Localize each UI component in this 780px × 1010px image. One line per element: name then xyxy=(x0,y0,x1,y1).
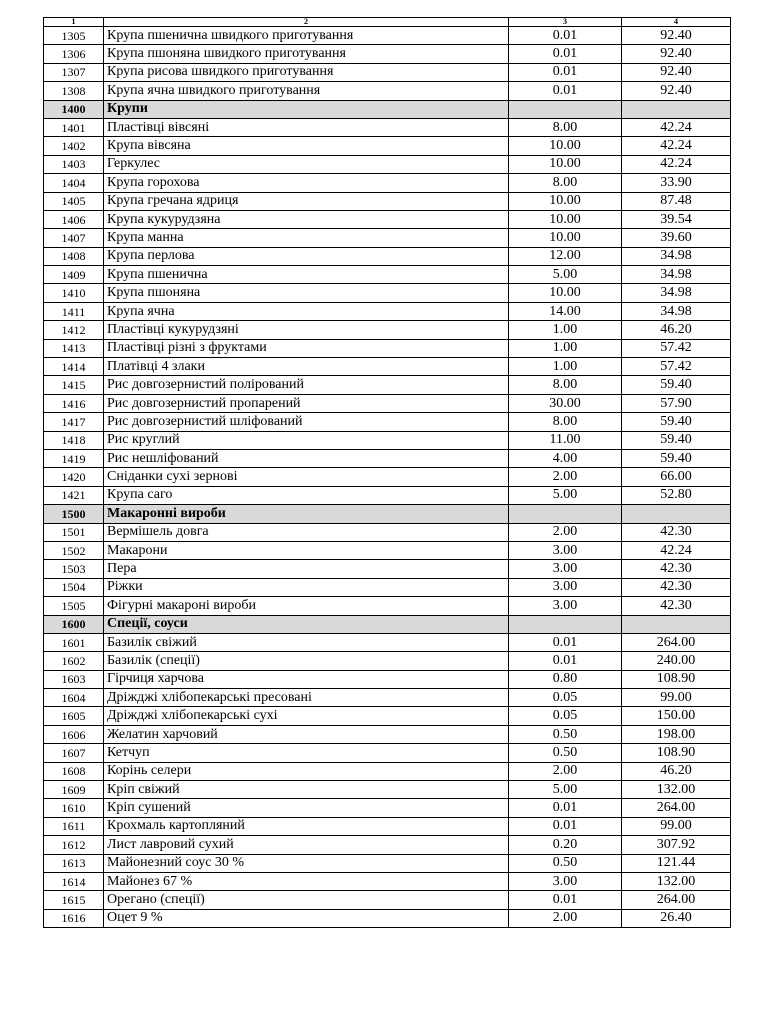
item-name: Дріжджі хлібопекарські пресовані xyxy=(104,689,509,707)
item-name: Крупа горохова xyxy=(104,174,509,192)
item-quantity: 3.00 xyxy=(509,560,622,578)
item-name: Майонезний соус 30 % xyxy=(104,854,509,872)
item-name: Рис нешліфований xyxy=(104,449,509,467)
item-code: 1605 xyxy=(44,707,104,725)
table-row xyxy=(44,192,731,210)
item-quantity: 0.01 xyxy=(509,652,622,670)
item-name: Пластівці вівсяні xyxy=(104,118,509,136)
table-row xyxy=(44,449,731,467)
item-name: Крупа гречана ядриця xyxy=(104,192,509,210)
item-name: Рис довгозернистий пропарений xyxy=(104,394,509,412)
item-name: Желатин харчовий xyxy=(104,725,509,743)
table-row xyxy=(44,45,731,63)
item-name: Базилік (спеції) xyxy=(104,652,509,670)
item-code: 1403 xyxy=(44,155,104,173)
item-price: 42.24 xyxy=(622,155,731,173)
item-code: 1613 xyxy=(44,854,104,872)
item-quantity xyxy=(509,100,622,118)
item-price: 66.00 xyxy=(622,468,731,486)
item-price: 34.98 xyxy=(622,266,731,284)
item-price: 150.00 xyxy=(622,707,731,725)
item-quantity: 0.80 xyxy=(509,670,622,688)
item-price: 42.30 xyxy=(622,597,731,615)
item-quantity: 14.00 xyxy=(509,302,622,320)
section-header-row xyxy=(44,100,731,118)
table-row xyxy=(44,891,731,909)
item-name: Майонез 67 % xyxy=(104,872,509,890)
table-row xyxy=(44,229,731,247)
item-quantity: 5.00 xyxy=(509,781,622,799)
table-row xyxy=(44,781,731,799)
table-row xyxy=(44,266,731,284)
item-name: Рис довгозернистий полірований xyxy=(104,376,509,394)
item-quantity: 0.01 xyxy=(509,45,622,63)
item-name: Пластівці кукурудзяні xyxy=(104,321,509,339)
item-price: 42.24 xyxy=(622,137,731,155)
item-code: 1600 xyxy=(44,615,104,633)
table-row xyxy=(44,578,731,596)
table-row xyxy=(44,413,731,431)
item-price xyxy=(622,505,731,523)
item-price: 57.42 xyxy=(622,339,731,357)
item-quantity: 0.01 xyxy=(509,799,622,817)
item-name: Дріжджі хлібопекарські сухі xyxy=(104,707,509,725)
item-price: 99.00 xyxy=(622,817,731,835)
item-price: 92.40 xyxy=(622,63,731,81)
item-price: 46.20 xyxy=(622,321,731,339)
item-quantity: 5.00 xyxy=(509,266,622,284)
item-price: 121.44 xyxy=(622,854,731,872)
item-price: 46.20 xyxy=(622,762,731,780)
table-row xyxy=(44,541,731,559)
item-code: 1307 xyxy=(44,63,104,81)
table-row xyxy=(44,302,731,320)
item-price: 39.54 xyxy=(622,210,731,228)
item-price: 39.60 xyxy=(622,229,731,247)
table-row xyxy=(44,155,731,173)
table-row xyxy=(44,486,731,504)
item-quantity xyxy=(509,615,622,633)
item-quantity: 10.00 xyxy=(509,137,622,155)
item-code: 1604 xyxy=(44,689,104,707)
item-quantity: 1.00 xyxy=(509,358,622,376)
item-code: 1615 xyxy=(44,891,104,909)
item-quantity: 8.00 xyxy=(509,413,622,431)
item-price: 264.00 xyxy=(622,799,731,817)
price-table xyxy=(43,17,731,928)
item-quantity: 10.00 xyxy=(509,229,622,247)
item-quantity: 3.00 xyxy=(509,597,622,615)
item-price: 33.90 xyxy=(622,174,731,192)
table-row xyxy=(44,560,731,578)
item-name: Крупа вівсяна xyxy=(104,137,509,155)
table-row xyxy=(44,817,731,835)
item-quantity: 3.00 xyxy=(509,541,622,559)
item-quantity: 0.01 xyxy=(509,817,622,835)
item-quantity: 0.50 xyxy=(509,744,622,762)
table-row xyxy=(44,523,731,541)
item-quantity: 5.00 xyxy=(509,486,622,504)
item-price: 42.30 xyxy=(622,523,731,541)
item-quantity: 10.00 xyxy=(509,192,622,210)
item-name: Крупа пшенична швидкого приготування xyxy=(104,27,509,45)
item-price: 132.00 xyxy=(622,872,731,890)
item-code: 1400 xyxy=(44,100,104,118)
item-price: 59.40 xyxy=(622,431,731,449)
item-name: Крупа рисова швидкого приготування xyxy=(104,63,509,81)
item-code: 1602 xyxy=(44,652,104,670)
table-row xyxy=(44,431,731,449)
item-price: 108.90 xyxy=(622,744,731,762)
table-row xyxy=(44,174,731,192)
column-number-1: 1 xyxy=(44,18,104,27)
item-name: Крупа манна xyxy=(104,229,509,247)
item-name: Сніданки сухі зернові xyxy=(104,468,509,486)
item-quantity: 2.00 xyxy=(509,909,622,927)
table-row xyxy=(44,210,731,228)
item-name: Крупа пшоняна швидкого приготування xyxy=(104,45,509,63)
item-quantity: 0.01 xyxy=(509,27,622,45)
section-header-row xyxy=(44,615,731,633)
item-price: 264.00 xyxy=(622,633,731,651)
item-quantity: 11.00 xyxy=(509,431,622,449)
item-quantity: 2.00 xyxy=(509,523,622,541)
item-price: 42.30 xyxy=(622,578,731,596)
item-code: 1614 xyxy=(44,872,104,890)
item-quantity: 10.00 xyxy=(509,155,622,173)
item-code: 1410 xyxy=(44,284,104,302)
item-code: 1612 xyxy=(44,836,104,854)
item-name: Кріп свіжий xyxy=(104,781,509,799)
item-code: 1502 xyxy=(44,541,104,559)
item-code: 1610 xyxy=(44,799,104,817)
item-code: 1407 xyxy=(44,229,104,247)
item-price: 92.40 xyxy=(622,82,731,100)
item-name: Спеції, соуси xyxy=(104,615,509,633)
item-code: 1500 xyxy=(44,505,104,523)
table-row xyxy=(44,762,731,780)
item-code: 1413 xyxy=(44,339,104,357)
item-name: Ріжки xyxy=(104,578,509,596)
item-price: 42.30 xyxy=(622,560,731,578)
item-quantity: 1.00 xyxy=(509,321,622,339)
item-quantity: 3.00 xyxy=(509,578,622,596)
item-price: 26.40 xyxy=(622,909,731,927)
item-name: Корінь селери xyxy=(104,762,509,780)
item-name: Крупа кукурудзяна xyxy=(104,210,509,228)
item-name: Крохмаль картопляний xyxy=(104,817,509,835)
item-code: 1606 xyxy=(44,725,104,743)
column-number-row xyxy=(44,18,731,27)
item-code: 1601 xyxy=(44,633,104,651)
item-name: Крупа пшоняна xyxy=(104,284,509,302)
table-row xyxy=(44,118,731,136)
item-name: Крупа перлова xyxy=(104,247,509,265)
table-row xyxy=(44,468,731,486)
item-price: 87.48 xyxy=(622,192,731,210)
table-row xyxy=(44,633,731,651)
item-price: 108.90 xyxy=(622,670,731,688)
item-code: 1421 xyxy=(44,486,104,504)
item-name: Рис довгозернистий шліфований xyxy=(104,413,509,431)
item-code: 1409 xyxy=(44,266,104,284)
item-quantity: 0.01 xyxy=(509,891,622,909)
item-name: Гірчиця харчова xyxy=(104,670,509,688)
item-code: 1420 xyxy=(44,468,104,486)
item-name: Крупа ячна xyxy=(104,302,509,320)
item-quantity: 0.01 xyxy=(509,82,622,100)
table-row xyxy=(44,247,731,265)
item-quantity: 0.50 xyxy=(509,854,622,872)
item-price: 34.98 xyxy=(622,247,731,265)
item-code: 1608 xyxy=(44,762,104,780)
column-number-4: 4 xyxy=(622,18,731,27)
item-code: 1411 xyxy=(44,302,104,320)
item-code: 1402 xyxy=(44,137,104,155)
item-name: Кріп сушений xyxy=(104,799,509,817)
table-row xyxy=(44,339,731,357)
table-row xyxy=(44,394,731,412)
item-price: 57.42 xyxy=(622,358,731,376)
item-quantity: 0.50 xyxy=(509,725,622,743)
table-row xyxy=(44,597,731,615)
item-code: 1412 xyxy=(44,321,104,339)
item-name: Платівці 4 злаки xyxy=(104,358,509,376)
item-code: 1308 xyxy=(44,82,104,100)
item-quantity: 4.00 xyxy=(509,449,622,467)
item-code: 1607 xyxy=(44,744,104,762)
item-name: Оцет 9 % xyxy=(104,909,509,927)
item-code: 1603 xyxy=(44,670,104,688)
item-code: 1501 xyxy=(44,523,104,541)
item-quantity: 0.05 xyxy=(509,707,622,725)
item-code: 1416 xyxy=(44,394,104,412)
item-name: Крупа ячна швидкого приготування xyxy=(104,82,509,100)
table-row xyxy=(44,376,731,394)
item-price: 52.80 xyxy=(622,486,731,504)
item-name: Вермішель довга xyxy=(104,523,509,541)
item-name: Геркулес xyxy=(104,155,509,173)
table-row xyxy=(44,82,731,100)
item-name: Рис круглий xyxy=(104,431,509,449)
item-name: Крупа саго xyxy=(104,486,509,504)
item-quantity: 1.00 xyxy=(509,339,622,357)
item-price: 264.00 xyxy=(622,891,731,909)
item-code: 1401 xyxy=(44,118,104,136)
table-row xyxy=(44,689,731,707)
item-quantity: 12.00 xyxy=(509,247,622,265)
table-row xyxy=(44,909,731,927)
item-price: 42.24 xyxy=(622,118,731,136)
item-price xyxy=(622,615,731,633)
item-quantity xyxy=(509,505,622,523)
item-quantity: 0.01 xyxy=(509,633,622,651)
column-number-3: 3 xyxy=(509,18,622,27)
table-row xyxy=(44,670,731,688)
item-quantity: 3.00 xyxy=(509,872,622,890)
table-row xyxy=(44,63,731,81)
item-price: 42.24 xyxy=(622,541,731,559)
table-row xyxy=(44,707,731,725)
item-quantity: 0.01 xyxy=(509,63,622,81)
item-price: 92.40 xyxy=(622,45,731,63)
item-price: 59.40 xyxy=(622,376,731,394)
item-code: 1505 xyxy=(44,597,104,615)
item-code: 1503 xyxy=(44,560,104,578)
table-row xyxy=(44,854,731,872)
table-row xyxy=(44,652,731,670)
item-price: 132.00 xyxy=(622,781,731,799)
item-code: 1415 xyxy=(44,376,104,394)
item-price: 92.40 xyxy=(622,27,731,45)
item-quantity: 8.00 xyxy=(509,376,622,394)
item-code: 1418 xyxy=(44,431,104,449)
item-code: 1504 xyxy=(44,578,104,596)
item-code: 1306 xyxy=(44,45,104,63)
item-name: Макарони xyxy=(104,541,509,559)
column-number-2: 2 xyxy=(104,18,509,27)
item-name: Пера xyxy=(104,560,509,578)
item-code: 1616 xyxy=(44,909,104,927)
item-quantity: 8.00 xyxy=(509,174,622,192)
item-code: 1406 xyxy=(44,210,104,228)
item-name: Крупа пшенична xyxy=(104,266,509,284)
table-row xyxy=(44,137,731,155)
table-row xyxy=(44,284,731,302)
table-row xyxy=(44,836,731,854)
item-code: 1408 xyxy=(44,247,104,265)
item-price: 34.98 xyxy=(622,302,731,320)
item-code: 1414 xyxy=(44,358,104,376)
table-row xyxy=(44,744,731,762)
item-code: 1611 xyxy=(44,817,104,835)
item-price: 59.40 xyxy=(622,413,731,431)
item-quantity: 2.00 xyxy=(509,762,622,780)
item-quantity: 10.00 xyxy=(509,210,622,228)
table-row xyxy=(44,321,731,339)
section-header-row xyxy=(44,505,731,523)
table-row xyxy=(44,799,731,817)
item-name: Лист лавровий сухий xyxy=(104,836,509,854)
table-row xyxy=(44,27,731,45)
item-name: Кетчуп xyxy=(104,744,509,762)
item-price: 57.90 xyxy=(622,394,731,412)
item-price: 59.40 xyxy=(622,449,731,467)
item-name: Пластівці різні з фруктами xyxy=(104,339,509,357)
item-code: 1419 xyxy=(44,449,104,467)
item-code: 1609 xyxy=(44,781,104,799)
item-price: 99.00 xyxy=(622,689,731,707)
item-quantity: 8.00 xyxy=(509,118,622,136)
item-code: 1417 xyxy=(44,413,104,431)
item-code: 1404 xyxy=(44,174,104,192)
item-price: 198.00 xyxy=(622,725,731,743)
item-name: Орегано (спеції) xyxy=(104,891,509,909)
table-row xyxy=(44,725,731,743)
item-price: 240.00 xyxy=(622,652,731,670)
item-quantity: 10.00 xyxy=(509,284,622,302)
item-name: Макаронні вироби xyxy=(104,505,509,523)
item-name: Базилік свіжий xyxy=(104,633,509,651)
table-row xyxy=(44,872,731,890)
item-name: Фігурні макароні вироби xyxy=(104,597,509,615)
item-code: 1405 xyxy=(44,192,104,210)
item-name: Крупи xyxy=(104,100,509,118)
item-quantity: 2.00 xyxy=(509,468,622,486)
item-price: 34.98 xyxy=(622,284,731,302)
item-quantity: 0.05 xyxy=(509,689,622,707)
item-quantity: 0.20 xyxy=(509,836,622,854)
item-code: 1305 xyxy=(44,27,104,45)
item-quantity: 30.00 xyxy=(509,394,622,412)
item-price: 307.92 xyxy=(622,836,731,854)
item-price xyxy=(622,100,731,118)
price-table-body xyxy=(44,18,731,928)
table-row xyxy=(44,358,731,376)
